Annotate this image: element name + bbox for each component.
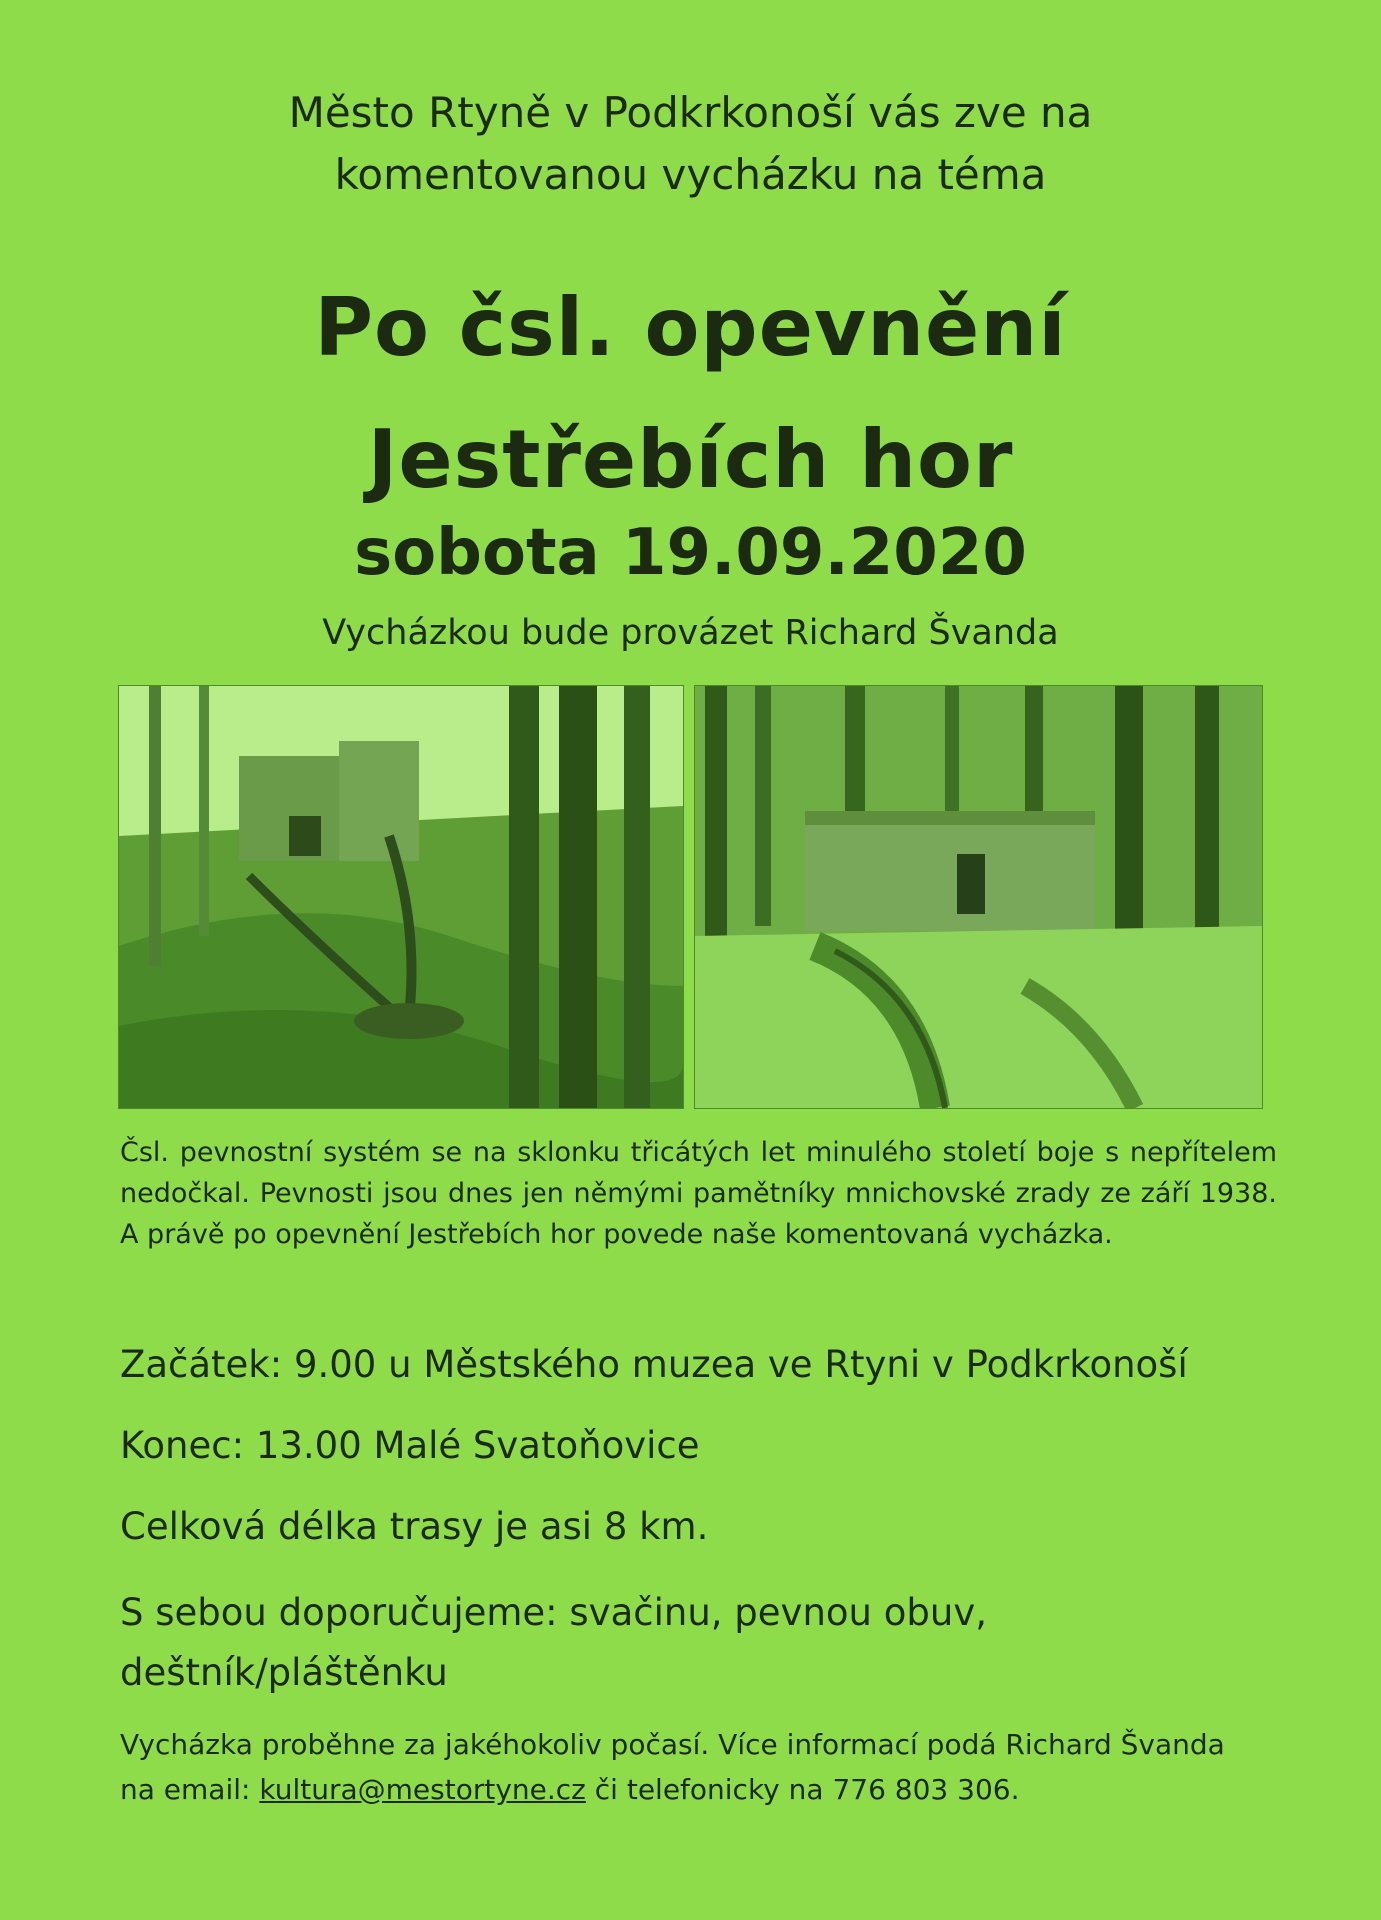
email-link[interactable]: kultura@mestortyne.cz: [259, 1773, 586, 1806]
bunker-photo-right: [694, 685, 1263, 1109]
recommended-line-1: S sebou doporučujeme: svačinu, pevnou obuv,: [120, 1591, 987, 1634]
contact-footer: [120, 1722, 1290, 1812]
recommended-line-2: deštník/pláštěnku: [120, 1651, 448, 1694]
event-date: sobota 19.09.2020: [354, 516, 1027, 590]
title-line-1: Po čsl. opevnění: [314, 281, 1067, 374]
footer-line-2: [120, 1767, 1290, 1812]
end-info: Konec: 13.00 Malé Svatoňovice: [120, 1424, 700, 1467]
intro-text: [0, 82, 1381, 206]
intro-line-1: Město Rtyně v Podkrkonoší vás zve na: [288, 88, 1093, 137]
route-length: Celková délka trasy je asi 8 km.: [120, 1505, 709, 1548]
footer-email-prefix: na email:: [120, 1773, 260, 1806]
title-line-2: Jestřebích hor: [367, 413, 1014, 506]
footer-line-1: Vycházka proběhne za jakéhokoliv počasí. Více informací podá Richard Švanda: [120, 1728, 1225, 1761]
guide-line: Vycházkou bude provázet Richard Švanda: [322, 613, 1059, 653]
event-description: Čsl. pevnostní systém se na sklonku třicátých let minulého století boje s nepřítelem nedočkal. Pevnosti jsou dnes jen němými pamětníky mnichovské zrady ze září 1938. A právě po opevnění Jestřebích hor povede naše komentovaná vycházka.: [120, 1137, 1277, 1250]
bunker-photo-left: [118, 685, 684, 1109]
footer-phone: či telefonicky na 776 803 306.: [585, 1773, 1020, 1806]
event-title: [0, 262, 1381, 526]
recommended-items: [120, 1583, 1270, 1703]
intro-line-2: komentovanou vycházku na téma: [334, 150, 1047, 199]
start-info: Začátek: 9.00 u Městského muzea ve Rtyni v Podkrkonoší: [120, 1343, 1188, 1386]
